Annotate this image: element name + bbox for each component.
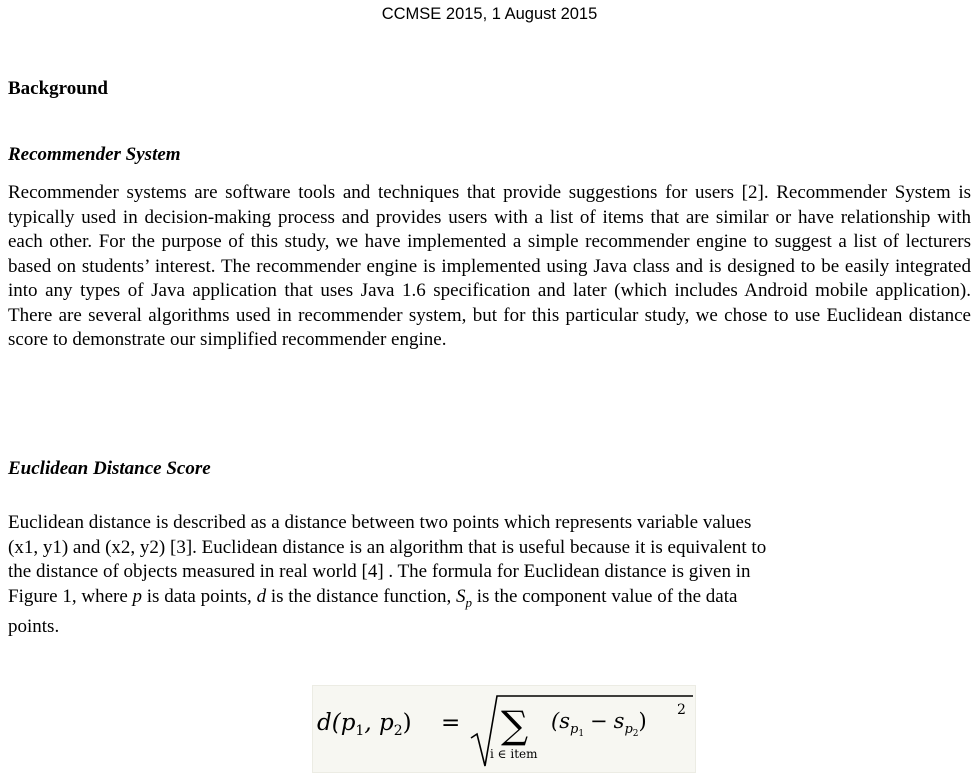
paragraph-recommender-system: Recommender systems are software tools and techniques that provide suggestions for users [2]. Recommender System is typically used in decision-making process and provides users with a list of items that are similar or have relationship with each other. For the purpose of this study, we have implemented a simple recommender engine to suggest a list of lecturers based on students’ interest. The recommender engine is implemented using Java class and is designed to be easily integrated into any types of Java application that uses Java 1.6 specification and later (which includes Android mobile application). There are several algorithms used in recommender system, but for this particular study, we chose to use Euclidean distance score to demonstrate our simplified recommender engine. [8, 182, 971, 350]
formula-svg [313, 686, 695, 772]
variable-d: d [256, 585, 267, 607]
paragraph-line-part: is the component value of the data [472, 585, 738, 607]
paragraph-line-part: Figure 1, where [8, 585, 133, 607]
paragraph-line: Euclidean distance is described as a distance between two points which represents variable values [8, 512, 752, 533]
summation-index: i ∈ item [490, 747, 538, 761]
formula-exponent: 2 [677, 702, 686, 718]
paragraph-line-part: is the distance function, [266, 585, 457, 607]
variable-p: p [132, 585, 143, 607]
running-header: CCMSE 2015, 1 August 2015 [381, 5, 598, 23]
paragraph-line: the distance of objects measured in real world [4] . The formula for Euclidean distance is given in [8, 561, 751, 582]
paragraph-line: points. [8, 615, 60, 637]
formula-term: $(s_p1- s_p2)$ [551, 709, 647, 739]
paragraph-line-part: is data points, [142, 585, 257, 607]
paragraph-line: (x1, y1) and (x2, y2) [3]. Euclidean distance is an algorithm that is useful because it is equivalent to [8, 536, 767, 558]
formula-equals: = [441, 710, 461, 736]
section-heading-background: Background [8, 78, 108, 99]
subheading-recommender-system: Recommender System [8, 144, 181, 165]
variable-s: $S_p$ [456, 585, 473, 610]
euclidean-distance-formula [312, 685, 696, 773]
formula-lhs: $d(p_1$, $p_2$) [317, 710, 412, 739]
summation-symbol: ∑ [501, 703, 529, 747]
subheading-euclidean-distance: Euclidean Distance Score [8, 458, 211, 479]
paragraph-euclidean-distance [8, 511, 973, 639]
